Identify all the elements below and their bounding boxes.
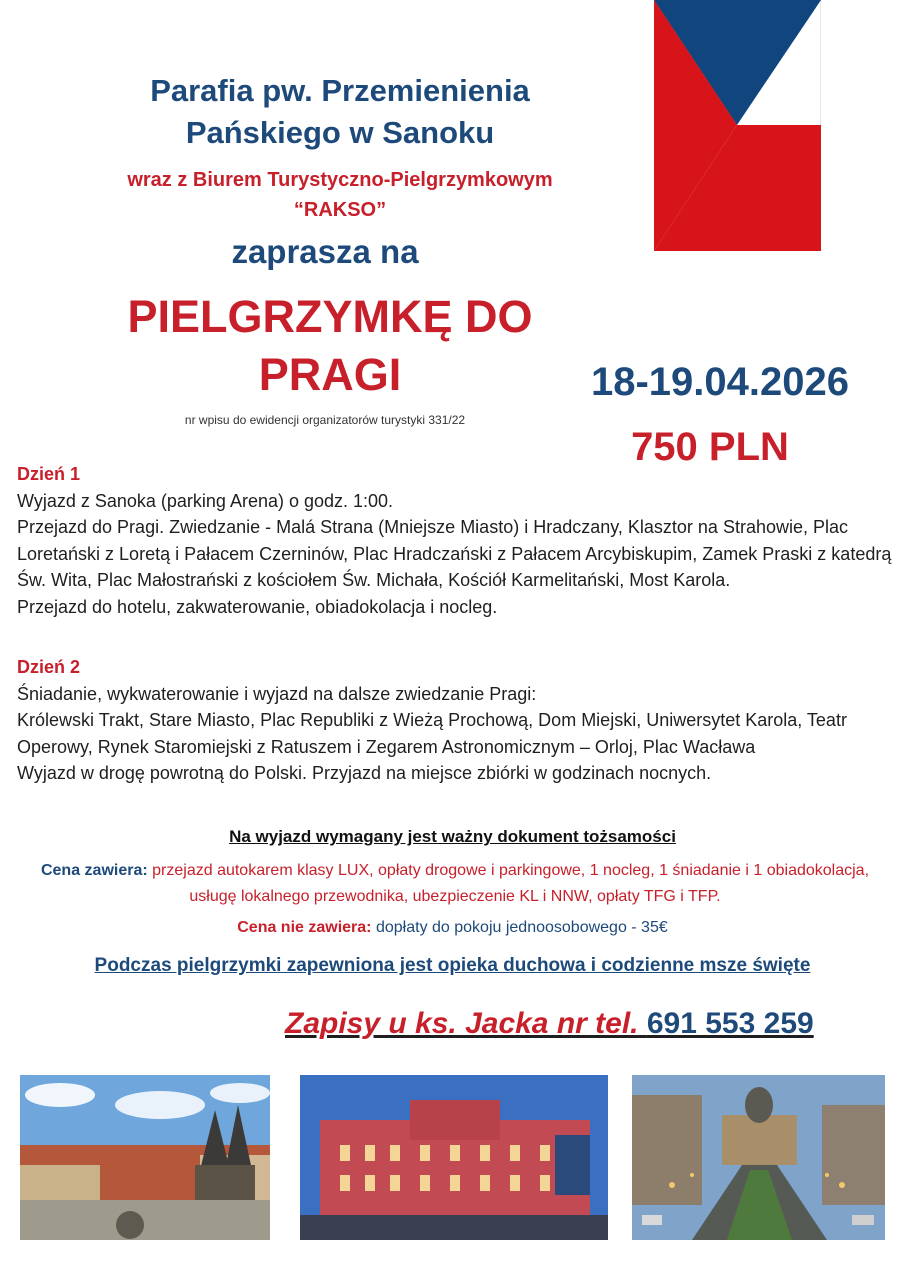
excludes-text: dopłaty do pokoju jednoosobowego - 35€ <box>375 919 668 936</box>
price-excludes <box>0 919 905 937</box>
organizer-line2: Pańskiego w Sanoku <box>185 115 495 150</box>
day1-title: Dzień 1 <box>17 464 81 484</box>
headline-line2: PRAGI <box>258 349 402 400</box>
signup-text: Zapisy u ks. Jacka nr tel. <box>285 1007 639 1040</box>
registration-number: nr wpisu do ewidencji organizatorów turystyki 331/22 <box>184 413 466 427</box>
partner-line2: “RAKSO” <box>293 199 387 221</box>
itinerary-day2 <box>17 654 892 787</box>
event-dates: 18-19.04.2026 <box>590 360 849 404</box>
day2-line: Królewski Trakt, Stare Miasto, Plac Republiki z Wieżą Prochową, Dom Miejski, Uniwersytet Karola, Teatr Operowy, Rynek Staromiejski z Ratuszem i Zegarem Astronomicznym – Orloj, Plac Wacława <box>17 710 847 757</box>
partner-name <box>40 165 640 225</box>
organizer-name <box>60 70 620 154</box>
day1-line: Wyjazd z Sanoka (parking Arena) o godz. 1:00. <box>17 490 394 511</box>
photo-wenceslas-square <box>632 1075 885 1240</box>
itinerary-day1 <box>17 461 892 620</box>
day2-title: Dzień 2 <box>17 657 81 677</box>
excludes-label: Cena nie zawiera: <box>237 919 372 936</box>
organizer-line1: Parafia pw. Przemienienia <box>150 73 530 108</box>
includes-text: przejazd autokarem klasy LUX, opłaty drogowe i parkingowe, 1 nocleg, 1 śniadanie i 1 obiadokolacja, usługę lokalnego przewodnika, ubezpieczenie KL i NNW, opłaty TFG i TFP. <box>152 862 870 905</box>
signup-line <box>285 1007 885 1041</box>
document-requirement: Na wyjazd wymagany jest ważny dokument tożsamości <box>229 827 676 846</box>
price-includes <box>22 858 888 910</box>
headline-line1: PIELGRZYMKĘ DO <box>127 291 533 342</box>
photo-palace <box>300 1075 608 1240</box>
day2-line: Śniadanie, wykwaterowanie i wyjazd na dalsze zwiedzanie Pragi: <box>17 683 537 704</box>
event-price: 750 PLN <box>631 425 789 469</box>
photo-old-town-square <box>20 1075 270 1240</box>
partner-line1: wraz z Biurem Turystyczno-Pielgrzymkowym <box>127 169 553 191</box>
day1-line: Przejazd do Pragi. Zwiedzanie - Malá Strana (Mniejsze Miasto) i Hradczany, Klasztor na Strahowie, Plac Loretański z Loretą i Pałacem Czerninów, Plac Hradczański z Pałacem Arcybiskupim, Zamek Praski z katedrą Św. Wita, Plac Małostrański z kościołem Św. Michała, Kościół Karmelitański, Most Karola. <box>17 517 892 590</box>
czech-flag <box>654 0 821 251</box>
signup-phone[interactable]: 691 553 259 <box>646 1007 814 1040</box>
day2-line: Wyjazd w drogę powrotną do Polski. Przyjazd na miejsce zbiórki w godzinach nocnych. <box>17 763 712 783</box>
day1-line: Przejazd do hotelu, zakwaterowanie, obiadokolacja i nocleg. <box>17 596 498 617</box>
spiritual-care-note: Podczas pielgrzymki zapewniona jest opieka duchowa i codzienne msze święte <box>94 955 811 976</box>
headline <box>60 288 600 404</box>
includes-label: Cena zawiera: <box>40 862 148 879</box>
invite-text: zaprasza na <box>231 233 419 270</box>
